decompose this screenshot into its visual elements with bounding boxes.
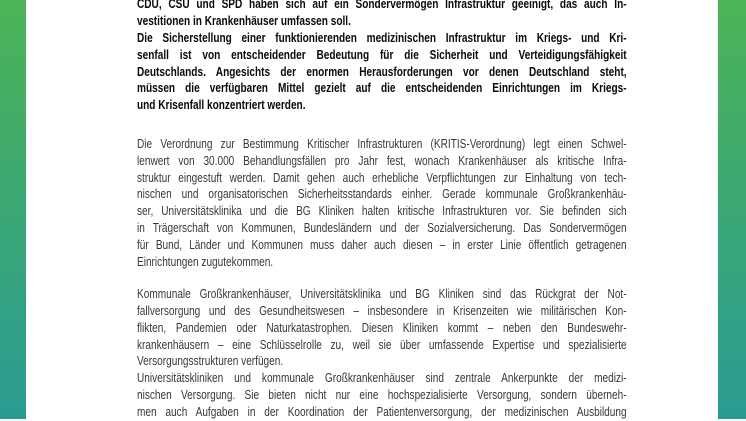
text-line: nischen Versorgung. Sie bieten nicht nur eine hochspezialisierte Versorgung, sondern überneh- xyxy=(137,388,627,403)
text-line: flikten, Pandemien oder Naturkatastrophen. Diesen Kliniken kommt – neben den Bundeswehr- xyxy=(137,320,627,335)
right-accent-bar xyxy=(718,0,746,419)
text-line: vestitionen in Krankenhäuser umfassen soll. xyxy=(137,13,351,28)
text-line: Die Sicherstellung einer funktionierenden medizinischen Infrastruktur im Kriegs- und Kri- xyxy=(137,30,627,45)
text-line: lenwert von 30.000 Behandlungsfällen pro Jahr fest, wonach Krankenhäuser als kritische Infra- xyxy=(137,153,627,168)
text-line: Universitätskliniken und kommunale Großkrankenhäuser sind zentrale Ankerpunkte der medizi- xyxy=(137,371,627,386)
paragraph xyxy=(137,0,627,30)
text-line: krankenhäusern – eine Schlüsselrolle zu, weil sie über umfassende Expertise und spezialisierte xyxy=(137,337,627,352)
paragraph xyxy=(137,370,627,421)
text-line: Deutschlands. Angesichts der enormen Herausforderungen vor denen Deutschland steht, xyxy=(137,64,627,79)
text-line: Kommunale Großkrankenhäuser, Universitätsklinika und BG Kliniken sind das Rückgrat der Not- xyxy=(137,286,627,301)
text-line: ser, Universitätsklinika und die BG Kliniken halten kritische Infrastrukturen vor. Sie befinden sich xyxy=(137,204,627,219)
text-line: Versorgungsstrukturen verfügen. xyxy=(137,354,284,369)
text-line: senfall ist von entscheidender Bedeutung für die Sicherheit und Verteidigungsfähigkeit xyxy=(137,47,627,62)
paragraph xyxy=(137,286,627,370)
left-accent-bar xyxy=(0,0,26,419)
text-line: men auch Aufgaben in der Koordination der Patientenversorgung, der medizinischen Ausbildung xyxy=(137,405,627,420)
text-line: Die Verordnung zur Bestimmung Kritischer Infrastrukturen (KRITIS-Verordnung) legt einen Schwel- xyxy=(137,136,627,151)
document-text xyxy=(137,0,627,421)
text-line: für Bund, Länder und Kommunen muss daher auch diesen – in erster Linie öffentlich getragenen xyxy=(137,238,627,253)
paragraph xyxy=(137,30,627,114)
text-line: Einrichtungen zugutekommen. xyxy=(137,254,274,269)
text-line: und Krisenfall konzentriert werden. xyxy=(137,98,306,113)
text-line: nischen und organisatorischen Sicherheitsstandards einher. Gerade kommunale Großkrankenhäu- xyxy=(137,187,627,202)
text-line: müssen die verfügbaren Mittel gezielt auf die entscheidenden Einrichtungen im Kriegs- xyxy=(137,81,627,96)
text-line: fallversorgung und des Gesundheitswesen – insbesondere in Krisenzeiten wie militärischen Kon- xyxy=(137,303,627,318)
text-line: CDU, CSU und SPD haben sich auf ein Sondervermögen Infrastruktur geeinigt, das auch In- xyxy=(137,0,627,11)
text-line: in Trägerschaft von Kommunen, Bundesländern und der Sozialversicherung. Das Sondervermögen xyxy=(137,221,627,236)
text-line: struktur eingestuft werden. Damit gehen auch erhebliche Verpflichtungen zur Einhaltung von tech- xyxy=(137,170,627,185)
paragraph xyxy=(137,136,627,271)
